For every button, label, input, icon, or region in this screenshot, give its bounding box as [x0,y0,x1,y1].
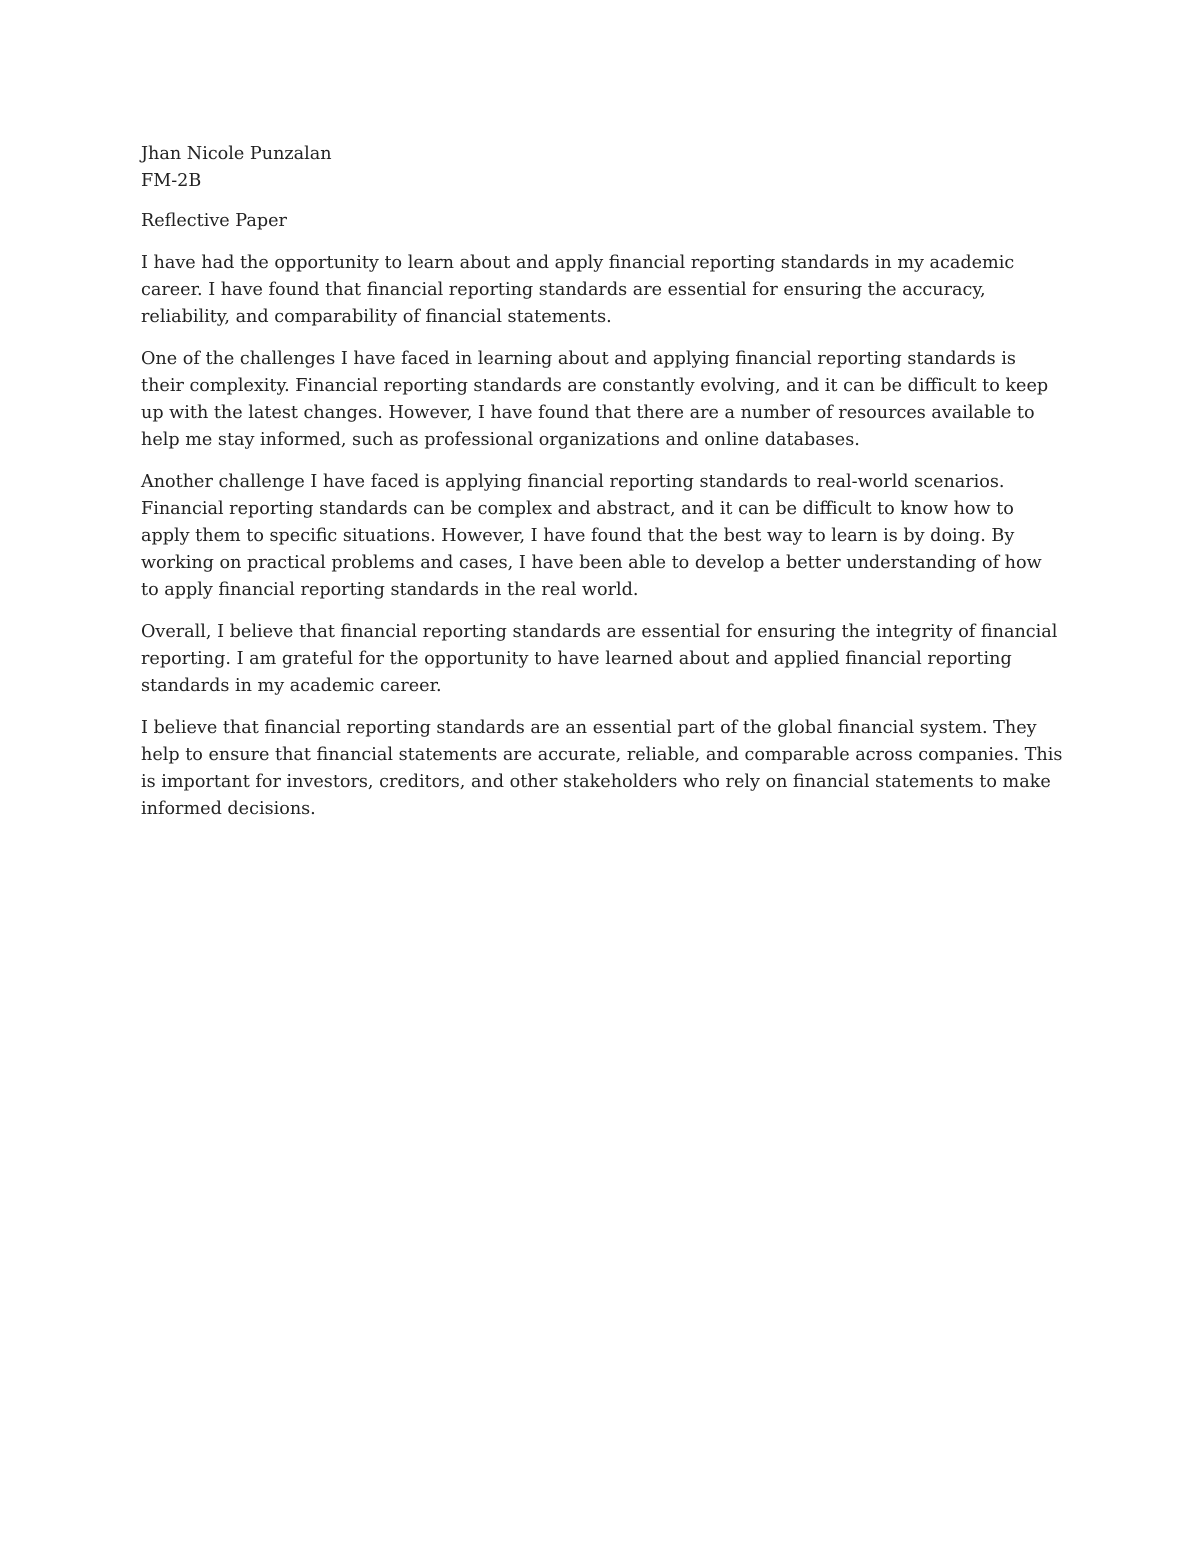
class-section: FM-2B [141,171,202,191]
paragraph: I believe that financial reporting standards are an essential part of the global financial system. They help to ensure that financial statements are accurate, reliable, and comparable across companies. This is important for investors, creditors, and other stakeholders who rely on financial statements to make informed decisions. [141,718,1063,819]
document-body [141,141,1063,823]
paragraph: Another challenge I have faced is applying financial reporting standards to real-world scenarios. Financial reporting standards can be complex and abstract, and it can be difficult to know how to apply them to specific situations. However, I have found that the best way to learn is by doing. By working on practical problems and cases, I have been able to develop a better understanding of how to apply financial reporting standards in the real world. [141,472,1042,600]
paragraph: One of the challenges I have faced in learning about and applying financial reporting standards is their complexity. Financial reporting standards are constantly evolving, and it can be difficult to keep up with the latest changes. However, I have found that there are a number of resources available to help me stay informed, such as professional organizations and online databases. [141,349,1049,450]
paragraph: Overall, I believe that financial reporting standards are essential for ensuring the integrity of financial reporting. I am grateful for the opportunity to have learned about and applied financial reporting standards in my academic career. [141,622,1058,696]
document-title: Reflective Paper [141,211,287,231]
author-name: Jhan Nicole Punzalan [141,144,332,164]
paragraph: I have had the opportunity to learn about and apply financial reporting standards in my academic career. I have found that financial reporting standards are essential for ensuring the accuracy, reliability, and comparability of financial statements. [141,253,1015,327]
